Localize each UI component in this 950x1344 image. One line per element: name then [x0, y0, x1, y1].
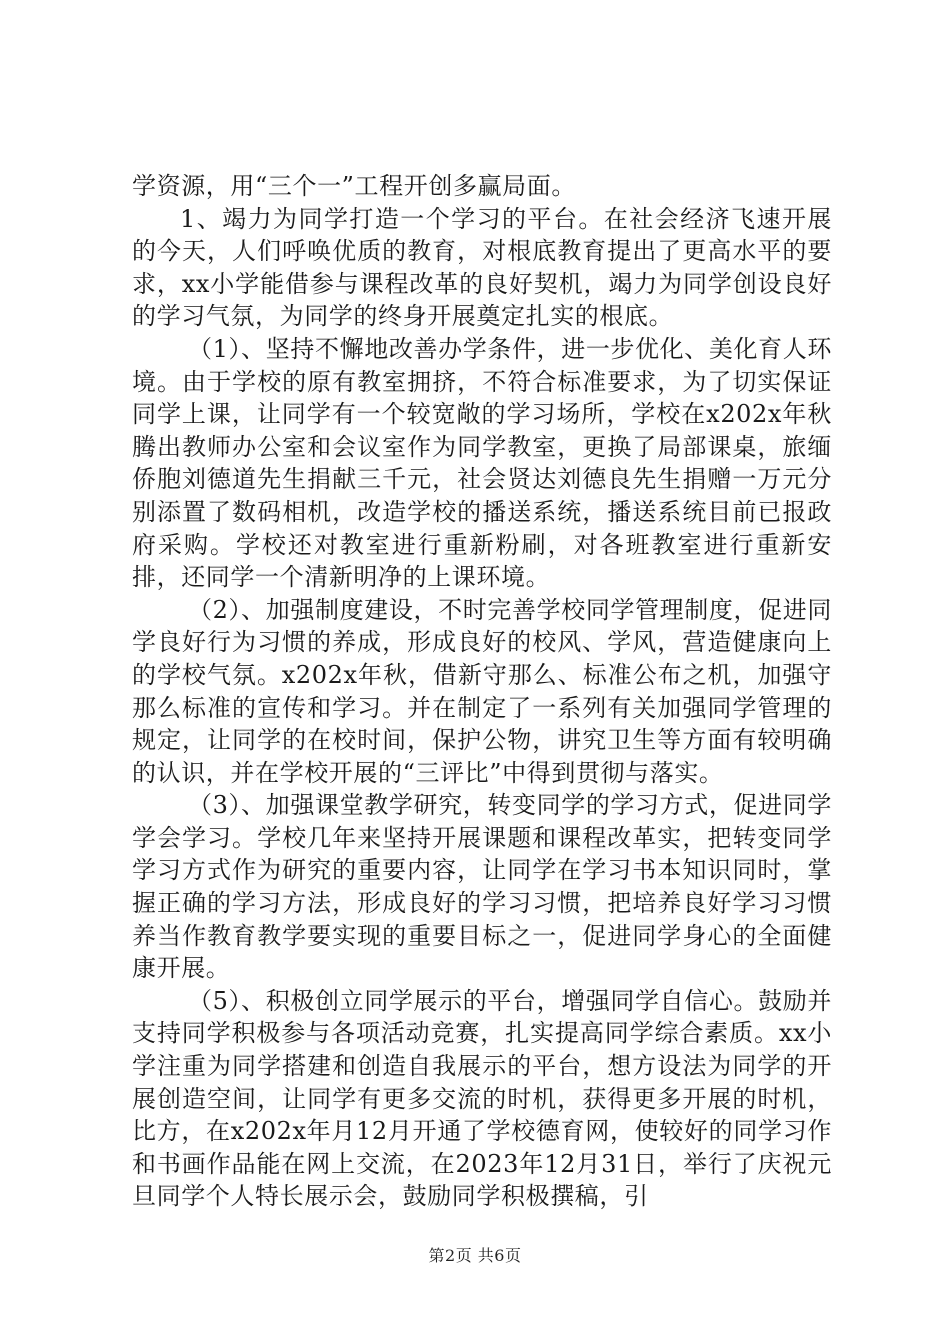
paragraph-subitem-1: （1）、坚持不懈地改善办学条件，进一步优化、美化育人环境。由于学校的原有教室拥挤，不符合标准要求，为了切实保证同学上课，让同学有一个较宽敞的学习场所，学校在x202x年秋腾出教师办公室和会议室作为同学教室，更换了局部课桌，旅缅侨胞刘德道先生捐献三千元，社会贤达刘德良先生捐赠一万元分别添置了数码相机，改造学校的播送系统，播送系统目前已报政府采购。学校还对教室进行重新粉刷，对各班教室进行重新安排，还同学一个清新明净的上课环境。: [132, 334, 832, 592]
paragraph-continuation: 学资源，用“三个一”工程开创多赢局面。: [132, 172, 576, 200]
paragraph-item-1: 1、竭力为同学打造一个学习的平台。在社会经济飞速开展的今天，人们呼唤优质的教育，对根底教育提出了更高水平的要求，xx小学能借参与课程改革的良好契机，竭力为同学创设良好的学习气氛，为同学的终身开展奠定扎实的根底。: [132, 204, 832, 331]
paragraph-subitem-5: （5）、积极创立同学展示的平台，增强同学自信心。鼓励并支持同学积极参与各项活动竞赛，扎实提高同学综合素质。xx小学注重为同学搭建和创造自我展示的平台，想方设法为同学的开展创造空间，让同学有更多交流的时机，获得更多开展的时机，比方，在x202x年月12月开通了学校德育网，使较好的同学习作和书画作品能在网上交流，在2023年12月31日，举行了庆祝元旦同学个人特长展示会，鼓励同学积极撰稿，引: [132, 986, 832, 1211]
paragraph-subitem-2: （2）、加强制度建设，不时完善学校同学管理制度，促进同学良好行为习惯的养成，形成良好的校风、学风，营造健康向上的学校气氛。x202x年秋，借新守那么、标准公布之机，加强守那么标准的宣传和学习。并在制定了一系列有关加强同学管理的规定，让同学的在校时间，保护公物，讲究卫生等方面有较明确的认识，并在学校开展的“三评比”中得到贯彻与落实。: [132, 595, 832, 787]
page-number-footer: 第2页 共6页: [428, 1246, 522, 1265]
paragraph-subitem-3: （3）、加强课堂教学研究，转变同学的学习方式，促进同学学会学习。学校几年来坚持开展课题和课程改革实，把转变同学学习方式作为研究的重要内容，让同学在学习书本知识同时，掌握正确的学习方法，形成良好的学习习惯，把培养良好学习习惯养当作教育教学要实现的重要目标之一，促进同学身心的全面健康开展。: [132, 791, 832, 983]
document-body: [132, 170, 832, 1213]
